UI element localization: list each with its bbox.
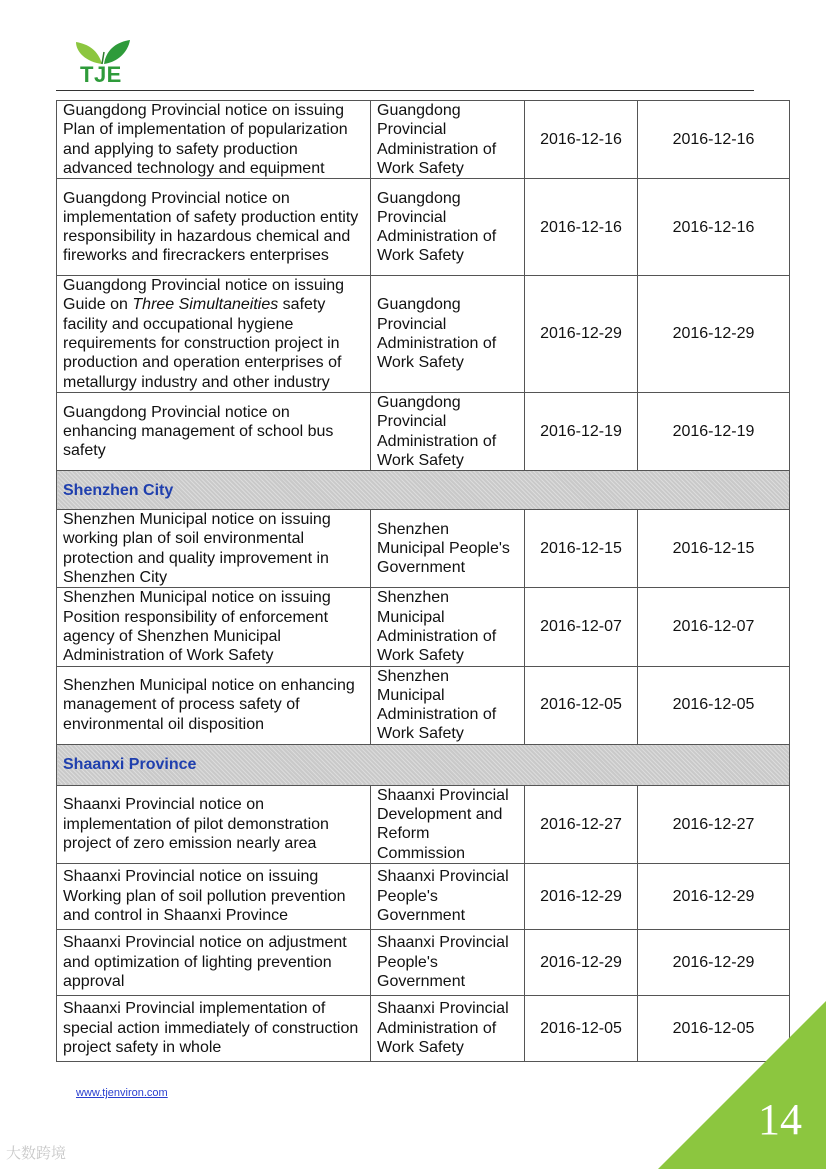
- row-agency: Guangdong Provincial Administration of Work Safety: [371, 276, 525, 393]
- row-title: Shenzhen Municipal notice on issuing Position responsibility of enforcement agency of Shenzhen Municipal Administration of Work Safety: [57, 588, 371, 666]
- row-agency: Shaanxi Provincial Administration of Work Safety: [371, 995, 525, 1061]
- row-title: Shaanxi Provincial implementation of special action immediately of construction project safety in whole: [57, 995, 371, 1061]
- row-date-effective: 2016-12-15: [638, 510, 790, 588]
- row-date-effective: 2016-12-27: [638, 785, 790, 863]
- row-date-issued: 2016-12-27: [525, 785, 638, 863]
- table-row: [57, 101, 790, 179]
- table-row: [57, 510, 790, 588]
- row-date-issued: 2016-12-16: [525, 101, 638, 179]
- row-date-effective: 2016-12-16: [638, 101, 790, 179]
- row-date-effective: 2016-12-16: [638, 179, 790, 276]
- row-date-effective: 2016-12-29: [638, 929, 790, 995]
- title-emphasis: Three Simultaneities: [132, 296, 279, 314]
- row-date-effective: 2016-12-05: [638, 666, 790, 744]
- row-agency: Shenzhen Municipal Administration of Work Safety: [371, 588, 525, 666]
- row-title: Guangdong Provincial notice on issuing Plan of implementation of popularization and applying to safety production advanced technology and equipment: [57, 101, 371, 179]
- row-title: Guangdong Provincial notice on implementation of safety production entity responsibility in hazardous chemical and fireworks and firecrackers enterprises: [57, 179, 371, 276]
- row-date-issued: 2016-12-05: [525, 666, 638, 744]
- row-date-issued: 2016-12-29: [525, 929, 638, 995]
- logo-text: TJE: [80, 62, 122, 87]
- table-row: [57, 276, 790, 393]
- watermark-text: 大数跨境: [6, 1145, 67, 1162]
- row-date-effective: 2016-12-29: [638, 276, 790, 393]
- header-divider: [56, 90, 754, 91]
- row-date-effective: 2016-12-07: [638, 588, 790, 666]
- row-agency: Guangdong Provincial Administration of Work Safety: [371, 101, 525, 179]
- website-link[interactable]: www.tjenviron.com: [76, 1087, 168, 1099]
- row-date-effective: 2016-12-05: [638, 995, 790, 1061]
- row-agency: Guangdong Provincial Administration of Work Safety: [371, 392, 525, 470]
- title-suffix: safety facility and occupational hygiene requirements for construction project in production and operation enterprises of metallurgy industry and other industry: [63, 296, 342, 391]
- regulations-table: [56, 100, 790, 1062]
- row-date-effective: 2016-12-29: [638, 863, 790, 929]
- section-header-shenzhen: [57, 471, 790, 510]
- table-row: [57, 785, 790, 863]
- table-row: [57, 929, 790, 995]
- tje-logo: [74, 38, 134, 92]
- row-agency: Shenzhen Municipal People's Government: [371, 510, 525, 588]
- row-date-issued: 2016-12-29: [525, 863, 638, 929]
- row-agency: Shaanxi Provincial People's Government: [371, 863, 525, 929]
- row-title: Guangdong Provincial notice on enhancing management of school bus safety: [57, 392, 371, 470]
- row-title: Shaanxi Provincial notice on implementation of pilot demonstration project of zero emission nearly area: [57, 785, 371, 863]
- table-row: [57, 863, 790, 929]
- row-date-issued: 2016-12-19: [525, 392, 638, 470]
- table-row: [57, 588, 790, 666]
- table-row: [57, 179, 790, 276]
- row-date-issued: 2016-12-05: [525, 995, 638, 1061]
- row-agency: Shaanxi Provincial Development and Reform Commission: [371, 785, 525, 863]
- title-prefix: Guangdong Provincial notice on issuing Guide on: [63, 277, 345, 314]
- watermark: [6, 1142, 66, 1163]
- section-header-shaanxi: [57, 744, 790, 785]
- row-title: Shenzhen Municipal notice on enhancing management of process safety of environmental oil disposition: [57, 666, 371, 744]
- row-date-effective: 2016-12-19: [638, 392, 790, 470]
- row-title: [57, 276, 371, 393]
- section-label: Shaanxi Province: [57, 744, 790, 785]
- page-number: 14: [758, 1095, 802, 1144]
- row-title: Shenzhen Municipal notice on issuing working plan of soil environmental protection and quality improvement in Shenzhen City: [57, 510, 371, 588]
- row-date-issued: 2016-12-16: [525, 179, 638, 276]
- row-title: Shaanxi Provincial notice on adjustment and optimization of lighting prevention approval: [57, 929, 371, 995]
- row-agency: Shaanxi Provincial People's Government: [371, 929, 525, 995]
- row-date-issued: 2016-12-15: [525, 510, 638, 588]
- row-title: Shaanxi Provincial notice on issuing Working plan of soil pollution prevention and control in Shaanxi Province: [57, 863, 371, 929]
- section-label: Shenzhen City: [57, 471, 790, 510]
- row-agency: Guangdong Provincial Administration of Work Safety: [371, 179, 525, 276]
- table-row: [57, 666, 790, 744]
- row-agency: Shenzhen Municipal Administration of Work Safety: [371, 666, 525, 744]
- row-date-issued: 2016-12-07: [525, 588, 638, 666]
- row-date-issued: 2016-12-29: [525, 276, 638, 393]
- table-row: [57, 392, 790, 470]
